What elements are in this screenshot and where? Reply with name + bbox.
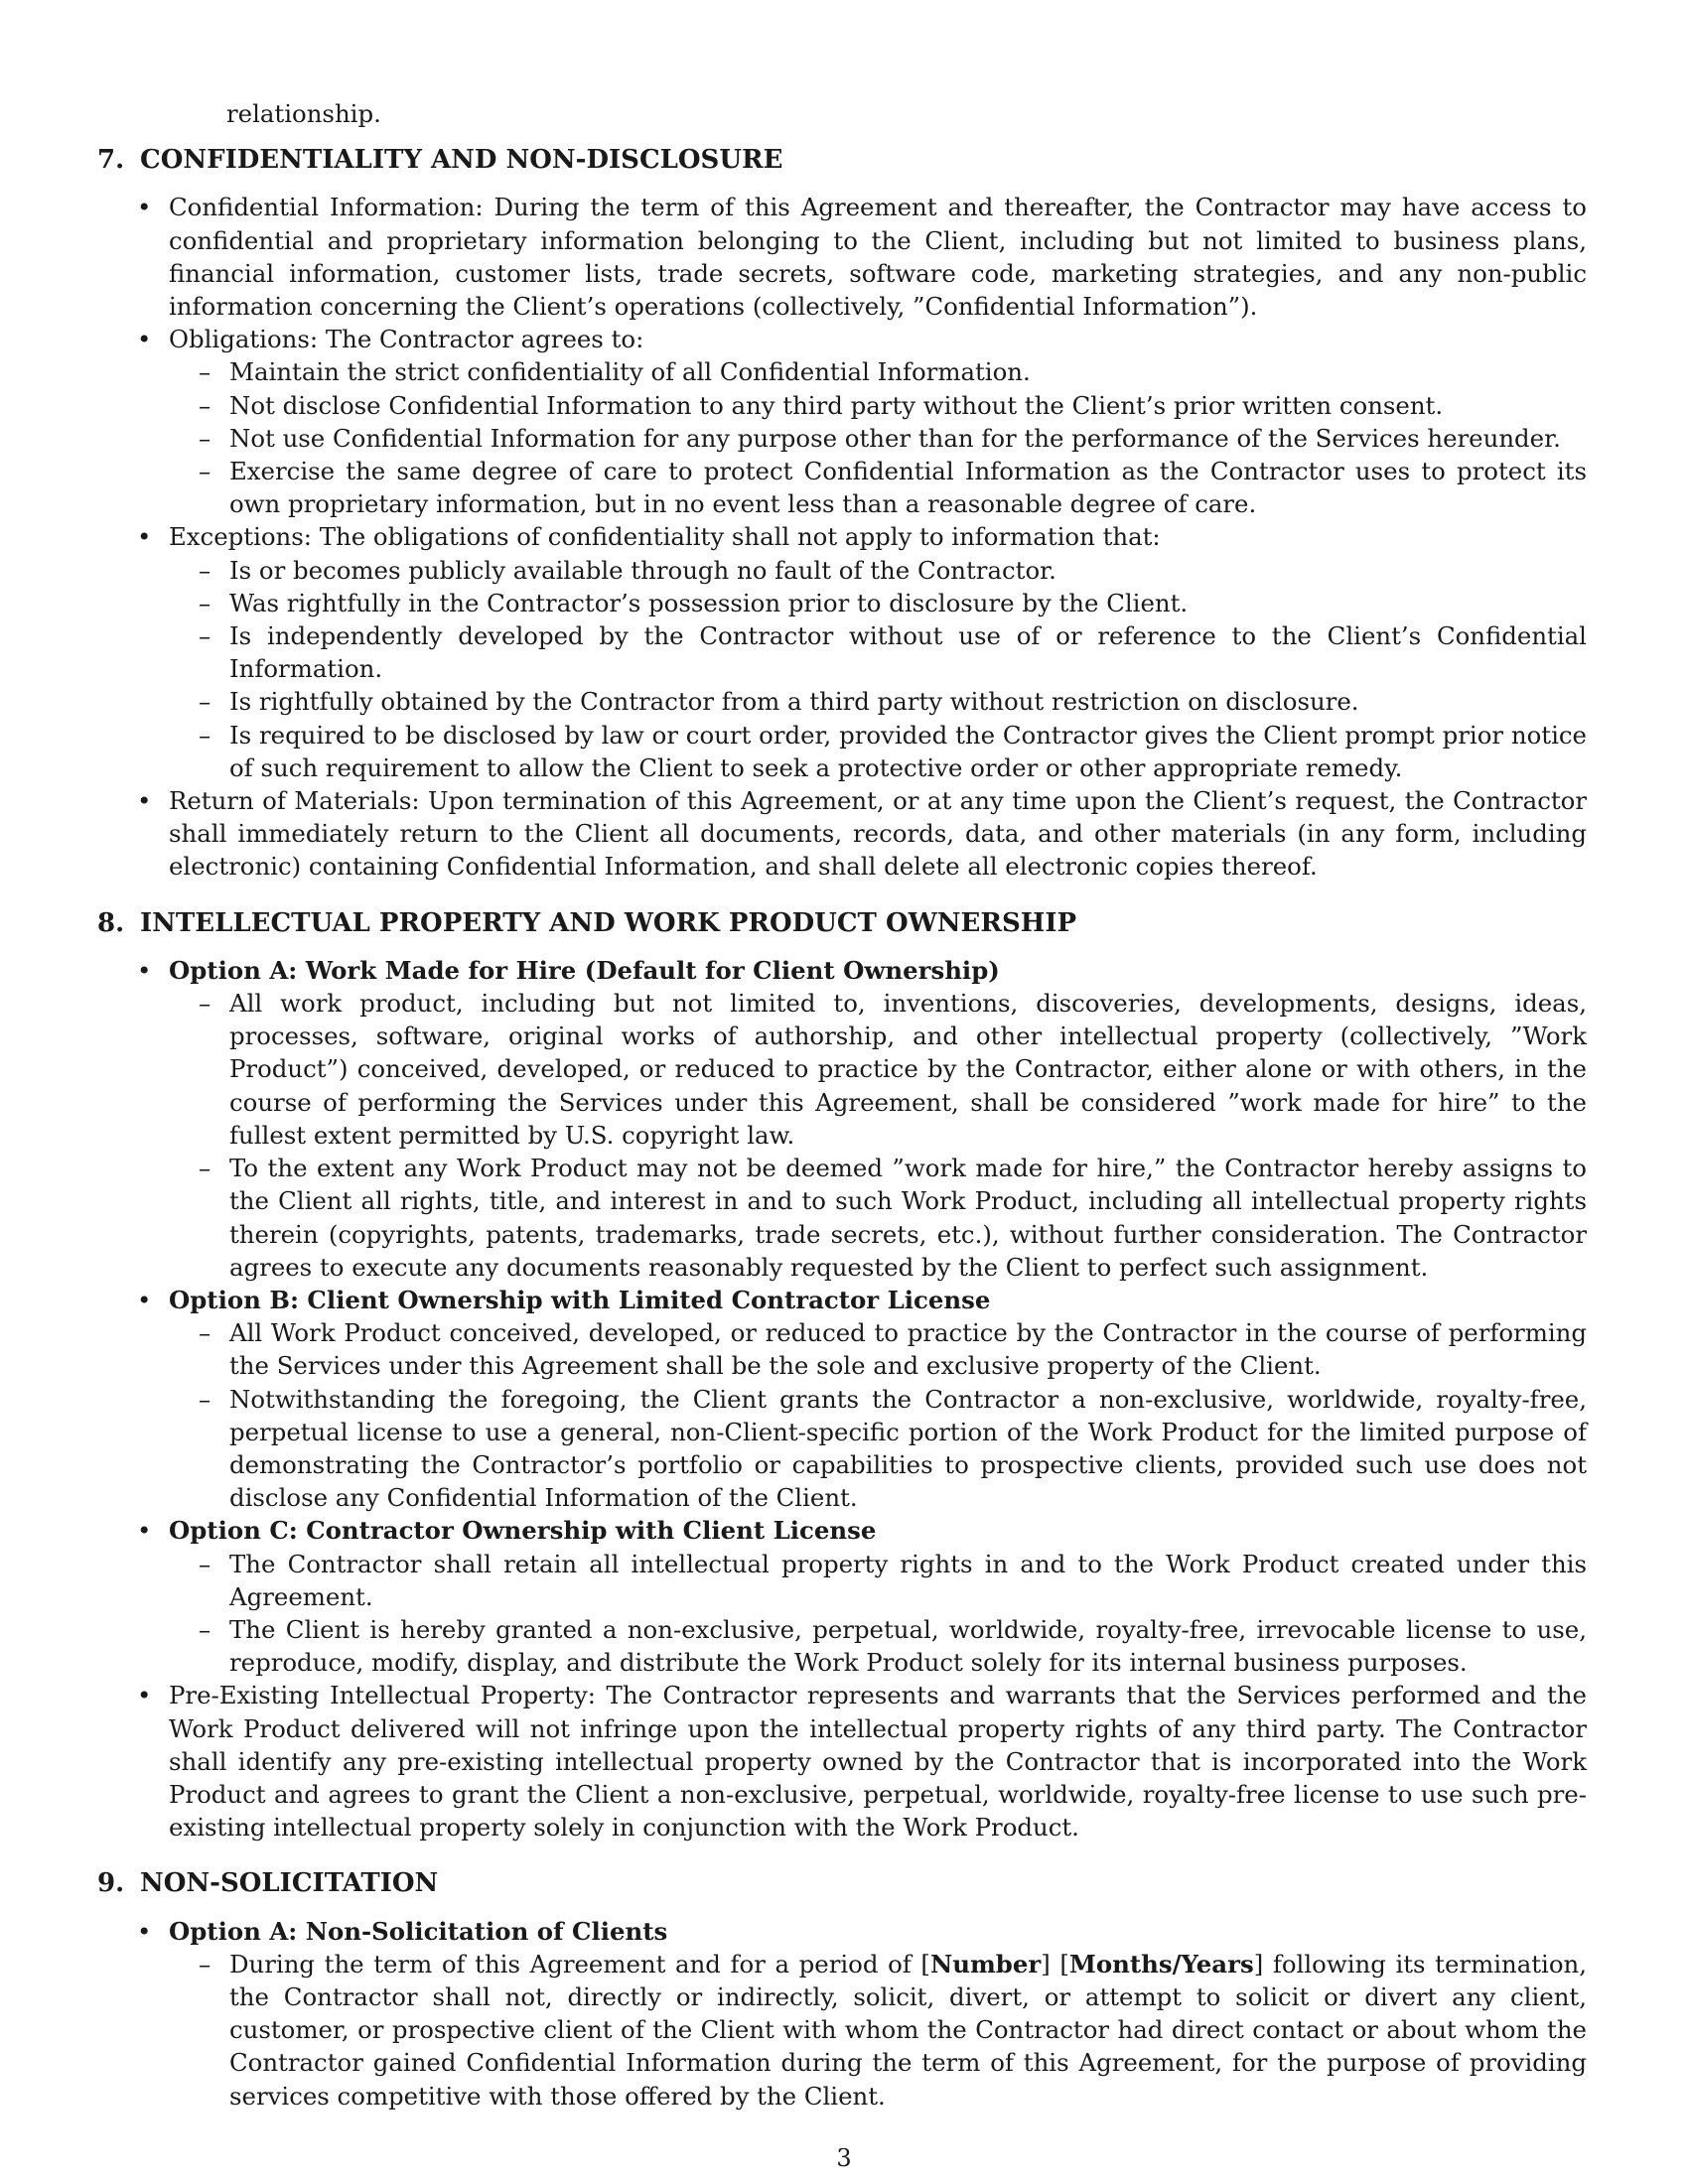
clause-text-before: During the term of this Agreement and for a period of [	[229, 1949, 930, 1979]
list-item	[97, 1514, 1587, 1679]
item-text: Return of Materials: Upon termination of this Agreement, or at any time upon the Client’s request, the Contractor shall immediately return to the Client all documents, records, data, and other materials (in any form, including electronic) containing Confidential Information, and shall delete all electronic copies thereof.	[169, 786, 1587, 882]
sub-list-item: – The Client is hereby granted a non-exclusive, perpetual, worldwide, royalty-free, irrevocable license to use, reproduce, modify, display, and distribute the Work Product solely for its internal business purposes.	[169, 1613, 1587, 1679]
section-title: NON-SOLICITATION	[140, 1868, 439, 1899]
list-item	[97, 323, 1587, 520]
sub-list-item: – Is or becomes publicly available through no fault of the Contractor.	[169, 554, 1587, 587]
sub-list	[169, 1548, 1587, 1680]
section-intellectual-property	[97, 907, 1587, 1844]
sub-list-item: – Not use Confidential Information for any purpose other than for the performance of the Services hereunder.	[169, 422, 1587, 455]
section-confidentiality	[97, 144, 1587, 883]
item-text: Exceptions: The obligations of confidentiality shall not apply to information that:	[169, 522, 1161, 552]
sub-list-item: – Not disclose Confidential Information to any third party without the Client’s prior written consent.	[169, 389, 1587, 422]
option-title: Option B: Client Ownership with Limited Contractor License	[169, 1285, 991, 1314]
number-placeholder: Number	[929, 1949, 1042, 1979]
list-item	[97, 1679, 1587, 1843]
clause-text-after: ] following its termination, the Contractor shall not, directly or indirectly, solicit, divert, or attempt to solicit or divert any client, customer, or prospective client of the Client with whom the Contractor had direct contact or about whom the Contractor gained Confidential Information during the term of this Agreement, for the purpose of providing services competitive with those offered by the Client.	[229, 1949, 1587, 2111]
list-item	[97, 1915, 1587, 2113]
sub-list-item: – Exercise the same degree of care to protect Confidential Information as the Contractor uses to protect its own proprietary information, but in no event less than a reasonable degree of care.	[169, 455, 1587, 520]
sub-list	[169, 1948, 1587, 2113]
section-title: CONFIDENTIALITY AND NON-DISCLOSURE	[140, 145, 783, 176]
section-title: INTELLECTUAL PROPERTY AND WORK PRODUCT OWNERSHIP	[140, 907, 1077, 938]
option-title: Option C: Contractor Ownership with Client License	[169, 1516, 877, 1546]
section-heading	[97, 907, 1587, 940]
sub-list-item	[169, 1948, 1587, 2113]
option-title: Option A: Non-Solicitation of Clients	[169, 1916, 668, 1946]
period-placeholder: Months/Years	[1068, 1949, 1254, 1979]
item-text: Obligations: The Contractor agrees to:	[169, 325, 644, 354]
section-heading	[97, 144, 1587, 177]
continuation-text: relationship.	[226, 99, 381, 128]
sub-list	[169, 987, 1587, 1284]
document-page	[97, 97, 1587, 2113]
list-item	[97, 784, 1587, 884]
sub-list-item: – Is required to be disclosed by law or court order, provided the Contractor gives the Client prompt prior notice of such requirement to allow the Client to seek a protective order or other appropriate remedy.	[169, 719, 1587, 784]
list-item	[97, 520, 1587, 784]
sub-list-item: – The Contractor shall retain all intellectual property rights in and to the Work Product created under this Agreement.	[169, 1548, 1587, 1613]
section-number: 8.	[97, 907, 125, 938]
sub-list-item: – All work product, including but not limited to, inventions, discoveries, developments, designs, ideas, processes, software, original works of authorship, and other intellectual property (collectively, ”Work Product”) conceived, developed, or reduced to practice by the Contractor, either alone or with others, in the course of performing the Services under this Agreement, shall be considered ”work made for hire” to the fullest extent permitted by U.S. copyright law.	[169, 987, 1587, 1152]
sub-list-item: – Is rightfully obtained by the Contractor from a third party without restriction on disclosure.	[169, 685, 1587, 718]
sub-list-item: – All Work Product conceived, developed, or reduced to practice by the Contractor in the course of performing the Services under this Agreement shall be the sole and exclusive property of the Client.	[169, 1316, 1587, 1382]
section-items	[97, 191, 1587, 883]
sub-list-item: – Was rightfully in the Contractor’s possession prior to disclosure by the Client.	[169, 587, 1587, 619]
option-title: Option A: Work Made for Hire (Default for Client Ownership)	[169, 955, 1000, 985]
section-items	[97, 1915, 1587, 2113]
sub-list-item: – To the extent any Work Product may not be deemed ”work made for hire,” the Contractor hereby assigns to the Client all rights, title, and interest in and to such Work Product, including all intellectual property rights therein (copyrights, patents, trademarks, trade secrets, etc.), without further consideration. The Contractor agrees to execute any documents reasonably requested by the Client to perfect such assignment.	[169, 1152, 1587, 1284]
section-number: 9.	[97, 1868, 125, 1899]
page-number: 3	[836, 2144, 852, 2172]
item-text: Confidential Information: During the term of this Agreement and thereafter, the Contractor may have access to confidential and proprietary information belonging to the Client, including but not limited to business plans, financial information, customer lists, trade secrets, software code, marketing strategies, and any non-public information concerning the Client’s operations (collectively, ”Confidential Information”).	[169, 193, 1587, 322]
section-items	[97, 954, 1587, 1843]
list-item	[97, 954, 1587, 1284]
sub-list-item: – Is independently developed by the Contractor without use of or reference to the Client’s Confidential Information.	[169, 619, 1587, 685]
sub-list	[169, 1316, 1587, 1514]
sub-list-item: – Notwithstanding the foregoing, the Client grants the Contractor a non-exclusive, worldwide, royalty-free, perpetual license to use a general, non-Client-specific portion of the Work Product for the limited purpose of demonstrating the Contractor’s portfolio or capabilities to prospective clients, provided such use does not disclose any Confidential Information of the Client.	[169, 1383, 1587, 1515]
sub-list-item: – Maintain the strict confidentiality of all Confidential Information.	[169, 355, 1587, 388]
section-non-solicitation	[97, 1867, 1587, 2112]
clause-text-middle: ] [	[1041, 1949, 1069, 1979]
sub-list	[169, 554, 1587, 784]
list-item	[97, 1284, 1587, 1514]
section-number: 7.	[97, 145, 125, 176]
sub-list	[169, 355, 1587, 520]
list-item	[97, 191, 1587, 323]
section-heading	[97, 1867, 1587, 1900]
item-text: Pre-Existing Intellectual Property: The Contractor represents and warrants that the Services performed and the Work Product delivered will not infringe upon the intellectual property rights of any third party. The Contractor shall identify any pre-existing intellectual property owned by the Contractor that is incorporated into the Work Product and agrees to grant the Client a non-exclusive, perpetual, worldwide, royalty-free license to use such pre-existing intellectual property solely in conjunction with the Work Product.	[169, 1681, 1587, 1843]
